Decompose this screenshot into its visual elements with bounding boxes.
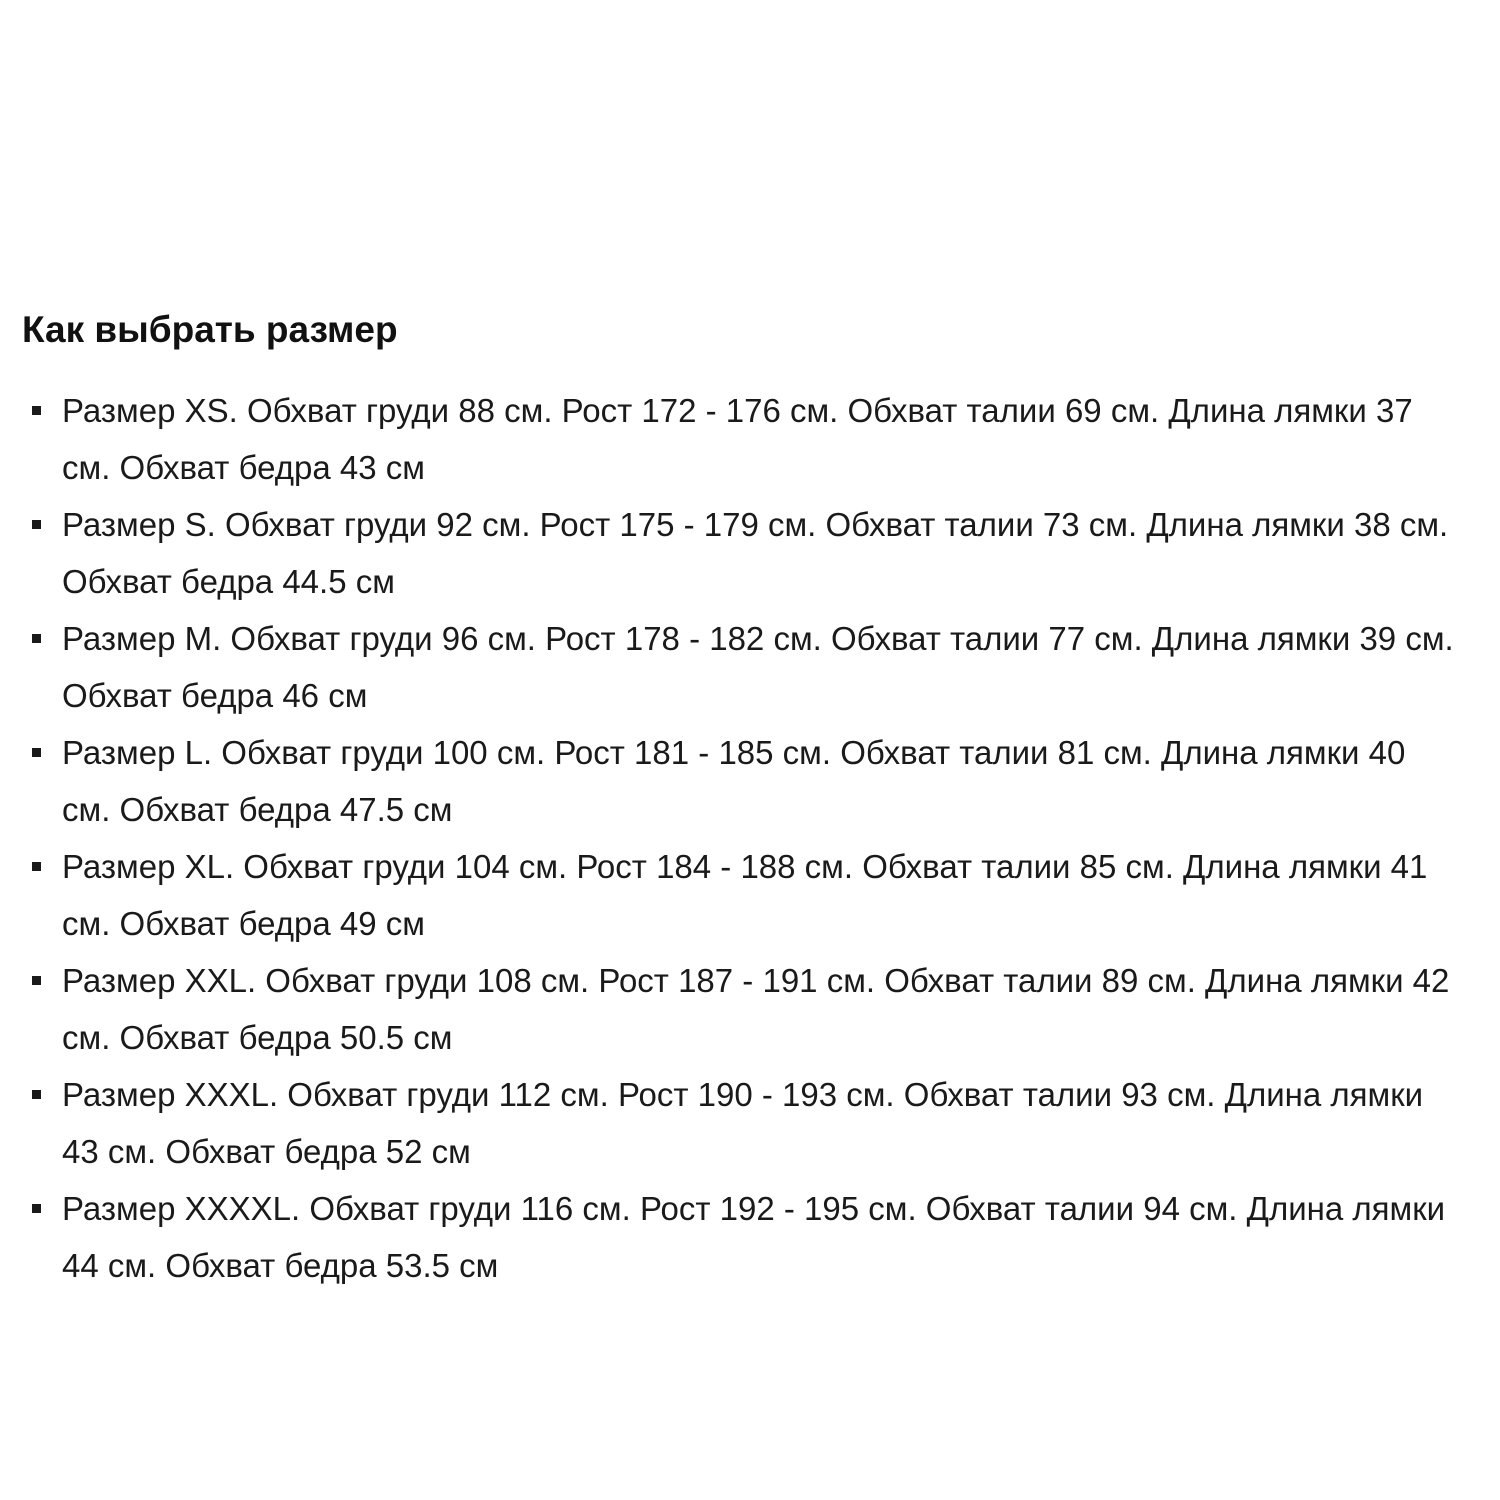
list-item — [22, 382, 1462, 496]
list-item — [22, 952, 1462, 1066]
size-list — [22, 382, 1462, 1294]
list-item — [22, 610, 1462, 724]
bullet-icon — [32, 748, 41, 757]
list-item — [22, 1066, 1462, 1180]
list-item — [22, 724, 1462, 838]
list-item — [22, 1180, 1462, 1294]
size-text: Размер M. Обхват груди 96 см. Рост 178 - 182 см. Обхват талии 77 см. Длина лямки 39 см. Обхват бедра 46 см — [62, 620, 1454, 714]
bullet-icon — [32, 634, 41, 643]
bullet-icon — [32, 1204, 41, 1213]
list-item — [22, 496, 1462, 610]
size-text: Размер S. Обхват груди 92 см. Рост 175 - 179 см. Обхват талии 73 см. Длина лямки 38 см. Обхват бедра 44.5 см — [62, 506, 1449, 600]
bullet-icon — [32, 406, 41, 415]
size-guide — [22, 300, 1462, 1294]
list-item — [22, 838, 1462, 952]
size-text: Размер XXXXL. Обхват груди 116 см. Рост 192 - 195 см. Обхват талии 94 см. Длина лямки 44 см. Обхват бедра 53.5 см — [62, 1190, 1446, 1284]
size-text: Размер XL. Обхват груди 104 см. Рост 184 - 188 см. Обхват талии 85 см. Длина лямки 41 см. Обхват бедра 49 см — [62, 848, 1428, 942]
size-text: Размер XXL. Обхват груди 108 см. Рост 187 - 191 см. Обхват талии 89 см. Длина лямки 42 см. Обхват бедра 50.5 см — [62, 962, 1450, 1056]
page-title: Как выбрать размер — [22, 309, 398, 350]
bullet-icon — [32, 1090, 41, 1099]
bullet-icon — [32, 976, 41, 985]
bullet-icon — [32, 520, 41, 529]
size-text: Размер XXXL. Обхват груди 112 см. Рост 190 - 193 см. Обхват талии 93 см. Длина лямки 43 см. Обхват бедра 52 см — [62, 1076, 1424, 1170]
bullet-icon — [32, 862, 41, 871]
size-text: Размер XS. Обхват груди 88 см. Рост 172 - 176 см. Обхват талии 69 см. Длина лямки 37 см. Обхват бедра 43 см — [62, 392, 1413, 486]
size-text: Размер L. Обхват груди 100 см. Рост 181 - 185 см. Обхват талии 81 см. Длина лямки 40 см. Обхват бедра 47.5 см — [62, 734, 1406, 828]
